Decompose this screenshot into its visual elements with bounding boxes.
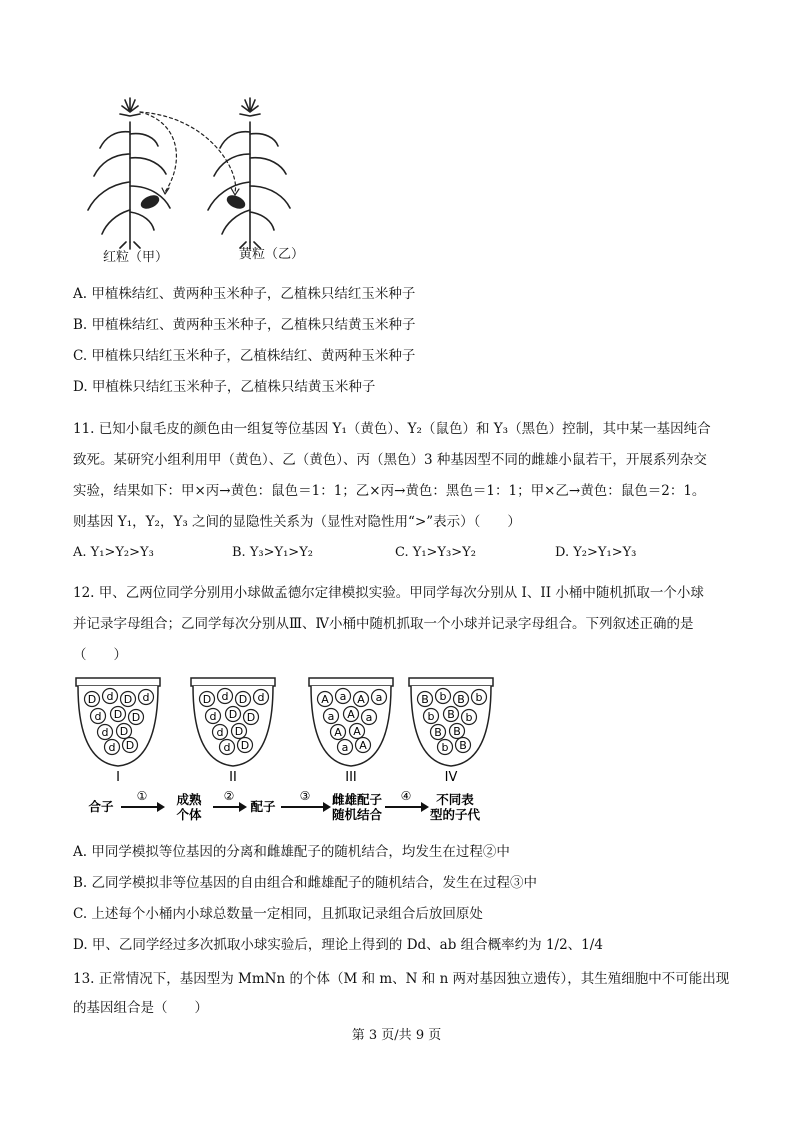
ball-label: D (240, 739, 250, 752)
q12-option-b: B. 乙同学模拟非等位基因的自由组合和雌雄配子的随机结合，发生在过程③中 (73, 875, 538, 891)
ball-label: D (119, 725, 129, 738)
buckets-figure (70, 674, 500, 784)
ball-label: a (365, 711, 373, 724)
ball-label: A (321, 693, 329, 706)
q10-option-a: A. 甲植株结红、黄两种玉米种子，乙植株只结红玉米种子 (73, 286, 416, 302)
bucket-label: I (116, 770, 120, 784)
q12-option-d: D. 甲、乙同学经过多次抓取小球实验后，理论上得到的 Dd、ab 组合概率约为 1/2、1/4 (73, 937, 603, 953)
ball-label: d (221, 690, 229, 703)
ball-label: A (359, 739, 367, 752)
ball-label: b (427, 710, 435, 723)
ball-label: A (334, 726, 342, 739)
ball-label: a (339, 690, 347, 703)
plant-a-icon (88, 98, 170, 249)
plant-b-label: 黄粒（乙） (239, 247, 305, 262)
ball-label: B (453, 725, 461, 738)
flow-step-label: ③ (299, 789, 311, 803)
ball-label: d (257, 691, 265, 704)
ball-label: b (465, 711, 473, 724)
q13-stem-line-2: 的基因组合是（ ） (73, 1000, 208, 1016)
flow-node: 不同表型的子代 (429, 792, 481, 822)
plant-a-label: 红粒（甲） (103, 250, 169, 265)
flow-node: 合子 (88, 799, 114, 814)
ball-label: D (228, 708, 238, 721)
ball-label: a (375, 691, 383, 704)
ball-label: d (209, 710, 217, 723)
ball-label: D (113, 708, 123, 721)
ball-label: d (216, 726, 224, 739)
ball-label: D (234, 725, 244, 738)
ball-label: D (87, 693, 97, 706)
q12-option-c: C. 上述每个小桶内小球总数量一定相同，且抓取记录组合后放回原处 (73, 906, 483, 922)
q11-stem-line-2: 致死。某研究小组利用甲（黄色）、乙（黄色）、丙（黑色）3 种基因型不同的雌雄小鼠若干，开展系列杂交 (73, 452, 707, 468)
ball-label: B (421, 693, 429, 706)
bucket-1 (76, 678, 160, 784)
q10-option-c: C. 甲植株只结红玉米种子，乙植株结红、黄两种玉米种子 (73, 348, 416, 364)
q11-option-c: C. Y₁>Y₃>Y₂ (395, 545, 476, 560)
ball-label: a (327, 710, 335, 723)
page-footer: 第 3 页/共 9 页 (351, 1028, 442, 1043)
bucket-4 (409, 678, 493, 784)
q11-option-a: A. Y₁>Y₂>Y₃ (73, 545, 154, 560)
q11-stem-line-4: 则基因 Y₁，Y₂，Y₃ 之间的显隐性关系为（显性对隐性用“>”表示）（ ） (73, 514, 521, 530)
ball-label: D (246, 711, 256, 724)
plant-b-icon (208, 98, 290, 249)
q12-option-a: A. 甲同学模拟等位基因的分离和雌雄配子的随机结合，均发生在过程②中 (73, 844, 510, 860)
q11-option-d: D. Y₂>Y₁>Y₃ (555, 545, 637, 560)
ball-label: b (441, 741, 449, 754)
bucket-label: IV (444, 770, 458, 784)
flow-step-label: ② (223, 789, 235, 803)
ball-label: d (223, 741, 231, 754)
ball-label: B (434, 726, 442, 739)
ball-label: A (357, 693, 365, 706)
ball-label: d (101, 726, 109, 739)
ball-label: b (475, 691, 483, 704)
ball-label: D (238, 693, 248, 706)
bucket-3 (309, 678, 393, 784)
ball-label: a (341, 741, 349, 754)
ball-label: d (142, 691, 150, 704)
ball-label: B (459, 739, 467, 752)
ball-label: d (108, 741, 116, 754)
q13-stem-line-1: 13. 正常情况下，基因型为 MmNn 的个体（M 和 m、N 和 n 两对基因独立遗传），其生殖细胞中不可能出现 (73, 971, 730, 987)
ball-label: d (94, 710, 102, 723)
bucket-label: III (345, 770, 357, 784)
q12-stem-line-1: 12. 甲、乙两位同学分别用小球做孟德尔定律模拟实验。甲同学每次分别从 I、II 小桶中随机抓取一个小球 (73, 585, 704, 601)
ball-label: D (125, 739, 135, 752)
q11-stem-line-3: 实验，结果如下：甲×丙→黄色：鼠色＝1：1；乙×丙→黄色：黑色＝1：1；甲×乙→黄色：鼠色＝2：1。 (73, 483, 706, 499)
process-flow-diagram (85, 788, 505, 836)
flow-node: 雌雄配子随机结合 (331, 792, 383, 822)
ball-label: A (347, 708, 355, 721)
ball-label: A (353, 725, 361, 738)
q10-option-d: D. 甲植株只结红玉米种子，乙植株只结黄玉米种子 (73, 379, 376, 395)
flow-step-label: ④ (400, 789, 412, 803)
bucket-2 (191, 678, 275, 784)
ball-label: D (123, 693, 133, 706)
ball-label: B (447, 708, 455, 721)
q12-stem-line-2: 并记录字母组合；乙同学每次分别从Ⅲ、Ⅳ小桶中随机抓取一个小球并记录字母组合。下列叙述正确的是 (73, 616, 694, 632)
ball-label: d (106, 690, 114, 703)
q11-option-b: B. Y₃>Y₁>Y₂ (232, 545, 313, 560)
flow-node: 成熟个体 (176, 792, 202, 822)
flow-node: 配子 (250, 799, 276, 814)
flow-step-label: ① (136, 789, 148, 803)
ball-label: b (439, 690, 447, 703)
ball-label: B (457, 693, 465, 706)
ball-label: D (131, 711, 141, 724)
q11-stem-line-1: 11. 已知小鼠毛皮的颜色由一组复等位基因 Y₁（黄色）、Y₂（鼠色）和 Y₃（黑色）控制，其中某一基因纯合 (73, 421, 711, 437)
ball-label: D (202, 693, 212, 706)
q10-option-b: B. 甲植株结红、黄两种玉米种子，乙植株只结黄玉米种子 (73, 317, 416, 333)
bucket-label: II (229, 770, 237, 784)
q12-stem-line-3: （ ） (73, 647, 127, 663)
corn-plants-figure (70, 92, 330, 252)
